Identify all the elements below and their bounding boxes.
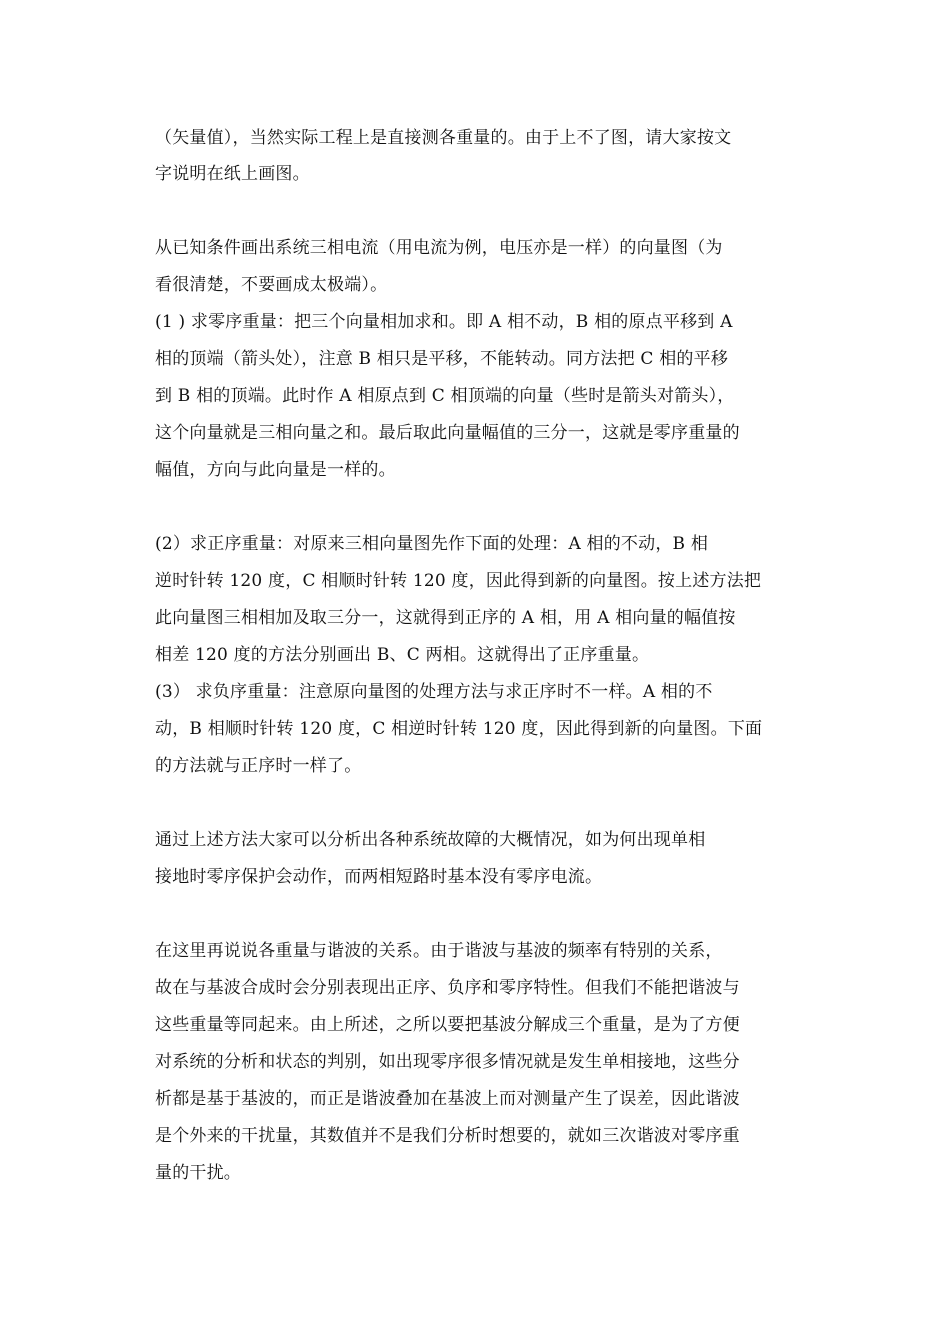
text-line: 相差 120 度的方法分别画出 B、C 两相。这就得出了正序重量。 xyxy=(155,645,650,665)
text-line: 幅值，方向与此向量是一样的。 xyxy=(155,460,396,480)
text-line: 逆时针转 120 度，C 相顺时针转 120 度，因此得到新的向量图。按上述方法把 xyxy=(155,571,762,591)
text-line: (1 ) 求零序重量：把三个向量相加求和。即 A 相不动，B 相的原点平移到 A xyxy=(155,312,733,332)
text-line: 故在与基波合成时会分别表现出正序、负序和零序特性。但我们不能把谐波与 xyxy=(155,978,740,998)
text-line: (3） 求负序重量：注意原向量图的处理方法与求正序时不一样。A 相的不 xyxy=(155,682,713,702)
text-line: 到 B 相的顶端。此时作 A 相原点到 C 相顶端的向量（些时是箭头对箭头）， xyxy=(155,386,735,406)
text-line: 通过上述方法大家可以分析出各种系统故障的大概情况，如为何出现单相 xyxy=(155,830,706,850)
text-line: 此向量图三相相加及取三分一，这就得到正序的 A 相，用 A 相向量的幅值按 xyxy=(155,608,736,628)
text-line: 看很清楚，不要画成太极端）。 xyxy=(155,275,388,295)
text-line: 这些重量等同起来。由上所述，之所以要把基波分解成三个重量，是为了方便 xyxy=(155,1015,740,1035)
text-line: 接地时零序保护会动作，而两相短路时基本没有零序电流。 xyxy=(155,867,603,887)
text-line: 字说明在纸上画图。 xyxy=(155,164,310,184)
text-line: 是个外来的干扰量，其数值并不是我们分析时想要的，就如三次谐波对零序重 xyxy=(155,1126,740,1146)
text-line: 在这里再说说各重量与谐波的关系。由于谐波与基波的频率有特别的关系， xyxy=(155,941,723,961)
text-line: 的方法就与正序时一样了。 xyxy=(155,756,362,776)
text-line: 析都是基于基波的，而正是谐波叠加在基波上而对测量产生了误差，因此谐波 xyxy=(155,1089,740,1109)
text-line: 量的干扰。 xyxy=(155,1163,241,1183)
text-line: (2）求正序重量：对原来三相向量图先作下面的处理：A 相的不动，B 相 xyxy=(155,534,709,554)
text-line: 动，B 相顺时针转 120 度，C 相逆时针转 120 度，因此得到新的向量图。下面 xyxy=(155,719,763,739)
text-line: （矢量值），当然实际工程上是直接测各重量的。由于上不了图，请大家按文 xyxy=(155,128,732,148)
text-line: 对系统的分析和状态的判别，如出现零序很多情况就是发生单相接地，这些分 xyxy=(155,1052,740,1072)
text-line: 这个向量就是三相向量之和。最后取此向量幅值的三分一，这就是零序重量的 xyxy=(155,423,740,443)
text-line: 相的顶端（箭头处），注意 B 相只是平移，不能转动。同方法把 C 相的平移 xyxy=(155,349,729,369)
text-line: 从已知条件画出系统三相电流（用电流为例，电压亦是一样）的向量图（为 xyxy=(155,238,723,258)
